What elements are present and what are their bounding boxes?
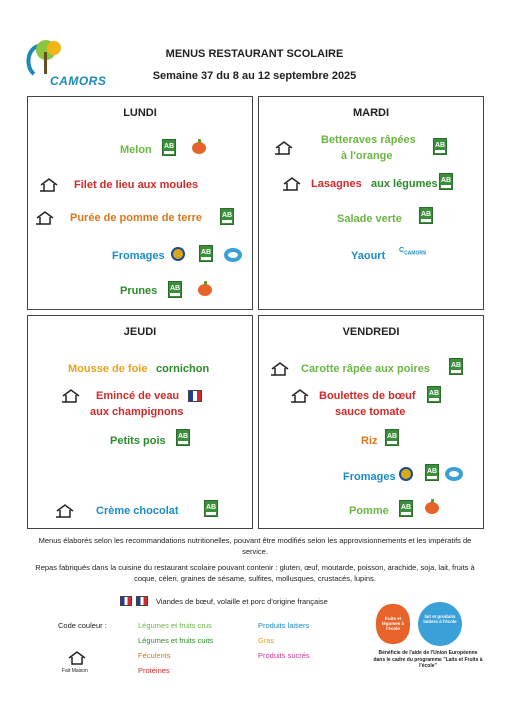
day-box-mardi	[258, 96, 484, 310]
ab-bio-icon: AB	[204, 500, 218, 517]
legend-feculents: Féculents	[138, 651, 171, 660]
lait-ecole-logo	[418, 602, 462, 646]
ab-bio-icon: AB	[168, 281, 182, 298]
fait-maison-icon	[291, 388, 309, 404]
dish-boulettes: Boulettes de bœuf	[319, 390, 416, 402]
dish-lasagnes: Lasagnes	[311, 178, 362, 190]
fait-maison-icon	[56, 503, 74, 519]
fait-maison-icon	[36, 210, 54, 226]
ab-bio-icon: AB	[176, 429, 190, 446]
fruit-ecole-logo	[376, 604, 410, 644]
dish-creme-chocolat: Crème chocolat	[96, 505, 179, 517]
france-meat-flag-icon	[136, 596, 148, 606]
dish-filet-de-lieu: Filet de lieu aux moules	[74, 179, 199, 191]
fait-maison-icon	[275, 140, 293, 156]
day-title: VENDREDI	[342, 326, 400, 338]
igp-label-icon	[171, 247, 185, 261]
igp-label-icon	[399, 467, 413, 481]
dish-puree: Purée de pomme de terre	[70, 212, 203, 224]
dish-betteraves: Betteraves râpées	[321, 134, 416, 146]
note-allergens: Repas fabriqués dans la cuisine du restaurant scolaire pouvant contenir : gluten, œuf, moutarde, poisson, arachide, soja, lait, fruits à coque, céleri, graines de sésame, sulfites, mollusques, crustacés, lupins.	[35, 563, 475, 583]
lait-ecole-logo-text: lait et produits laitiers à l'école	[423, 614, 457, 624]
week-subtitle: Semaine 37 du 8 au 12 septembre 2025	[152, 70, 357, 82]
ab-bio-icon: AB	[220, 208, 234, 225]
dish-mousse-de-foie: Mousse de foie	[68, 363, 148, 375]
legend-gras: Gras	[258, 636, 275, 645]
fait-maison-icon	[40, 177, 58, 193]
ab-bio-icon: AB	[199, 245, 213, 262]
ab-bio-icon: AB	[439, 173, 453, 190]
dish-emince-de-veau: Emincé de veau	[96, 390, 180, 402]
camors-small-logo: $C_{CAMORS}$	[399, 247, 427, 257]
legend-sucres: Produits sucrés	[258, 651, 310, 660]
ab-bio-icon: AB	[162, 139, 176, 156]
france-meat-flag-icon	[188, 390, 202, 402]
ab-bio-icon: AB	[419, 207, 433, 224]
ab-bio-icon: AB	[425, 464, 439, 481]
dish-emince-line2: aux champignons	[90, 406, 184, 418]
legend-crus: Légumes et fruits crus	[138, 621, 212, 630]
dish-carotte-rapee: Carotte râpée aux poires	[301, 363, 430, 375]
fait-maison-icon	[283, 176, 301, 192]
day-box-vendredi	[258, 315, 484, 529]
fruit-ecole-icon	[198, 284, 212, 296]
day-title: MARDI	[352, 107, 390, 119]
page-title: MENUS RESTAURANT SCOLAIRE	[165, 48, 344, 60]
dish-fromages: Fromages	[112, 250, 165, 262]
dish-cornichon: cornichon	[156, 363, 210, 375]
fruit-ecole-logo-text: fruits et légumes à l'école	[381, 616, 404, 631]
dish-riz: Riz	[361, 435, 378, 447]
dish-pomme: Pomme	[349, 505, 389, 517]
ab-bio-icon: AB	[433, 138, 447, 155]
dish-lasagnes-legumes: aux légumes	[371, 178, 438, 190]
note-nutrition: Menus élaborés selon les recommandations nutritionelles, pouvant être modifiés selon les approvisionnements et les impératifs de service.	[38, 536, 472, 556]
legend-title: Code couleur :	[58, 621, 107, 630]
note-meat-origin: Viandes de bœuf, volaille et porc d'origine française	[156, 597, 328, 606]
day-title: JEUDI	[123, 326, 157, 338]
legend-cuits: Légumes et fruits cuits	[138, 636, 214, 645]
legend-laitiers: Produits laitiers	[258, 621, 310, 630]
ab-bio-icon: AB	[385, 429, 399, 446]
dish-boulettes-line2: sauce tomate	[335, 406, 406, 418]
ab-bio-icon: AB	[427, 386, 441, 403]
ab-bio-icon: AB	[449, 358, 463, 375]
day-box-jeudi	[27, 315, 253, 529]
legend-proteines: Protéines	[138, 666, 170, 675]
eu-program-text: Bénéficie de l'aide de l'Union Européenne dans le cadre du programme "Laits et Fruits à l'école"	[373, 650, 483, 669]
dish-salade-verte: Salade verte	[337, 213, 402, 225]
dish-prunes: Prunes	[120, 285, 158, 297]
lait-ecole-icon	[224, 248, 242, 262]
dish-fromages: Fromages	[343, 471, 396, 483]
ab-bio-icon: AB	[399, 500, 413, 517]
dish-yaourt: Yaourt	[351, 250, 386, 262]
dish-betteraves-line2: à l'orange	[341, 150, 393, 162]
logo-text: CAMORS	[50, 74, 107, 88]
fait-maison-icon	[62, 388, 80, 404]
france-meat-flag-icon	[120, 596, 132, 606]
fait-maison-label: Fait Maison	[62, 668, 88, 674]
dish-petits-pois: Petits pois	[110, 435, 166, 447]
fait-maison-icon	[271, 361, 289, 377]
fruit-ecole-icon	[425, 502, 439, 514]
lait-ecole-icon	[445, 467, 463, 481]
fait-maison-icon	[68, 650, 86, 666]
day-box-lundi	[27, 96, 253, 310]
camors-logo	[22, 38, 134, 92]
fruit-ecole-icon	[192, 142, 206, 154]
day-title: LUNDI	[123, 107, 157, 119]
dish-melon: Melon	[120, 144, 152, 156]
